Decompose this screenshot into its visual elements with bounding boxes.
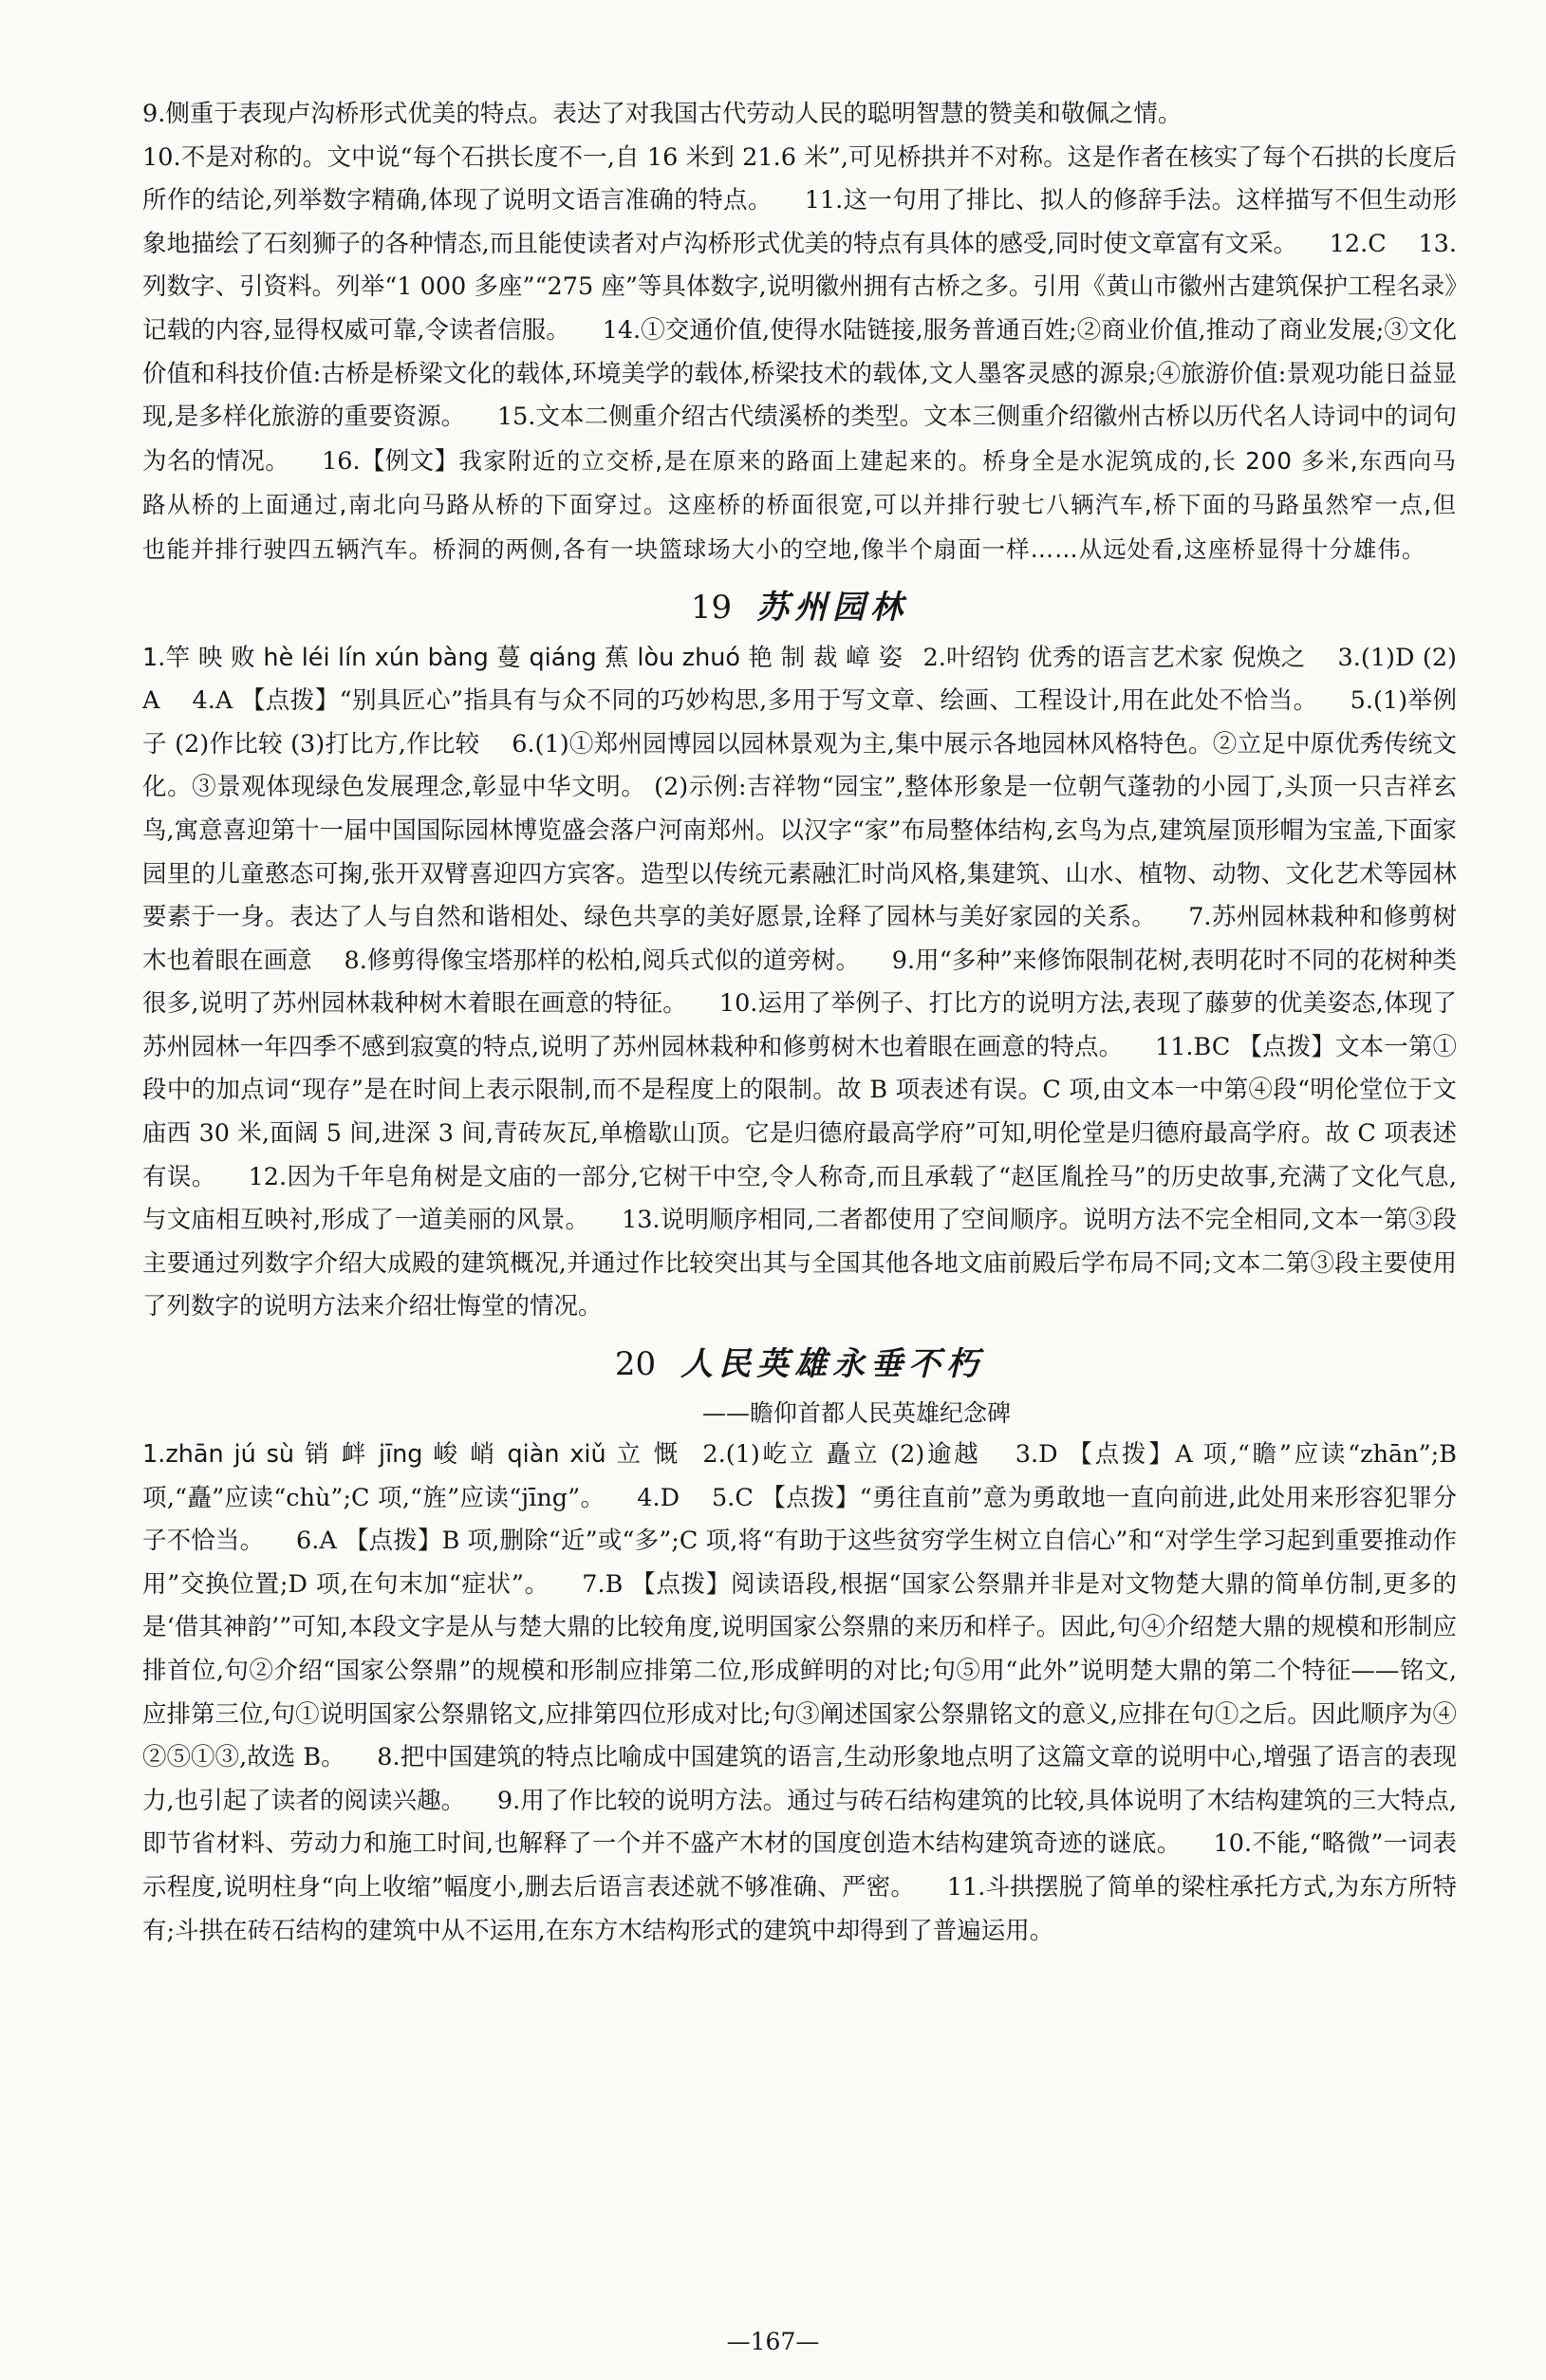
answer-19-6: 6.(1)①郑州园博园以园林景观为主,集中展示各地园林风格特色。②立足中原优秀传统文化。③景观体现绿色发展理念,彰显中华文明。 (2)示例:吉祥物“园宝”,整体形象是一位朝气蓬勃的小园丁,头顶一只吉祥玄鸟,寓意喜迎第十一届中国国际园林博览盛会落户河南郑州。以汉字“家”布局整体结构,玄鸟为点,建筑屋顶形帽为宝盖,下面家园里的儿童憨态可掬,张开双臂喜迎四方宾客。造型以传统元素融汇时尚风格,集建筑、山水、植物、动物、文化艺术等园林要素于一身。表达了人与自然和谐相处、绿色共享的美好愿景,诠释了园林与美好家园的关系。 (142, 729, 1458, 932)
answer-19-13: 13.说明顺序相同,二者都使用了空间顺序。说明方法不完全相同,文本一第③段主要通过列数字介绍大成殿的建筑概况,并通过作比较突出其与全国其他各地文庙前殿后学布局不同;文本二第③段主要使用了列数字的说明方法来介绍壮悔堂的情况。 (142, 1206, 1457, 1321)
answer-18-12: 12.C (1329, 229, 1387, 258)
answer-18-16-essay: 我家附近的立交桥,是在原来的路面上建起来的。桥身全是水泥筑成的,长 200 多米,东西向马路从桥的上面通过,南北向马路从桥的下面穿过。这座桥的桥面很宽,可以并排行驶七八辆汽车,桥下面的马路虽然窄一点,但也能并排行驶四五辆汽车。桥洞的两侧,各有一块篮球场大小的空地,像半个扇面一样……从远处看,这座桥显得十分雄伟。 (142, 446, 1457, 563)
section-20-title: 人民英雄永垂不朽 (680, 1345, 985, 1384)
section-19-heading (142, 578, 1457, 637)
answer-19-2: 2.叶绍钧 优秀的语言艺术家 倪焕之 (922, 643, 1306, 672)
answer-18-10: 10.不是对称的。文中说“每个石拱长度不一,自 16 米到 21.6 米”,可见桥拱并不对称。这是作者在核实了每个石拱的长度后所作的结论,列举数字精确,体现了说明文语言准确的特点。 (142, 142, 1457, 216)
section-20-answers (142, 1434, 1457, 1953)
answer-18-14: 14.①交通价值,使得水陆链接,服务普通百姓;②商业价值,推动了商业发展;③文化价值和科技价值:古桥是桥梁文化的载体,环境美学的载体,桥梁技术的载体,文人墨客灵感的源泉;④旅游价值:景观功能日益显现,是多样化旅游的重要资源。 (142, 315, 1457, 432)
section-19-number: 19 (690, 588, 733, 627)
section-20-heading (142, 1335, 1457, 1394)
answer-19-7: 7.苏州园林栽种和修剪树木也着眼在画意 (142, 903, 1457, 975)
answer-19-10: 10.运用了举例子、打比方的说明方法,表现了藤萝的优美姿态,体现了苏州园林一年四季不感到寂寞的特点,说明了苏州园林栽种和修剪树木也着眼在画意的特点。 (142, 989, 1457, 1061)
answer-18-9: 9.侧重于表现卢沟桥形式优美的特点。表达了对我国古代劳动人民的聪明智慧的赞美和敬佩之情。 (142, 100, 1183, 128)
answer-20-7: 7.B 【点拨】阅读语段,根据“国家公祭鼎并非是对文物楚大鼎的简单仿制,更多的是‘借其神韵’”可知,本段文字是从与楚大鼎的比较角度,说明国家公祭鼎的来历和样子。因此,句④介绍楚大鼎的规模和形制应排首位,句②介绍“国家公祭鼎”的规模和形制应排第二位,形成鲜明的对比;句⑤用“此外”说明楚大鼎的第二个特征——铭文,应排第三位,句①说明国家公祭鼎铭文,应排第四位形成对比;句③阐述国家公祭鼎铭文的意义,应排在句①之后。因此顺序为④②⑤①③,故选 B。 (142, 1569, 1457, 1772)
answer-18-15: 15.文本二侧重介绍古代绩溪桥的类型。文本三侧重介绍徽州古桥以历代名人诗词中的词句为名的情况。 (142, 403, 1458, 476)
answer-18-13: 13.列数字、引资料。列举“1 000 多座”“275 座”等具体数字,说明徽州拥有古桥之多。引用《黄山市徽州古建筑保护工程名录》记载的内容,显得权威可靠,令读者信服。 (142, 229, 1457, 345)
answer-20-2: 2.(1)屹立 矗立 (2)逾越 (702, 1440, 981, 1470)
answer-20-4: 4.D (637, 1483, 680, 1512)
section-18-answers (142, 93, 1457, 572)
answer-19-5: 5.(1)举例子 (2)作比较 (3)打比方,作比较 (142, 686, 1458, 759)
page-number: —167— (726, 2328, 820, 2355)
answer-20-1: 1.zhān jú sù 销 衅 jīng 峻 峭 qiàn xiǔ 立 慨 (142, 1440, 680, 1470)
answer-19-3: 3.(1)D (2)A (142, 643, 1457, 716)
answer-20-3: 3.D 【点拨】A 项,“瞻”应读“zhān”;B 项,“矗”应读“chù”;C 项,“旌”应读“jīng”。 (142, 1440, 1458, 1512)
answer-18-16-label: 16.【例文】 (322, 446, 459, 476)
answer-19-1: 1.竿 映 败 hè léi lín xún bàng 蔓 qiáng 蕉 lòu zhuó 艳 制 裁 嶂 姿 (142, 643, 903, 672)
answer-19-4: 4.A 【点拨】“别具匠心”指具有与众不同的巧妙构思,多用于写文章、绘画、工程设计,用在此处不恰当。 (192, 686, 1318, 716)
answer-20-10: 10.不能,“略微”一词表示程度,说明柱身“向上收缩”幅度小,删去后语言表述就不够准确、严密。 (142, 1829, 1457, 1902)
section-19-title: 苏州园林 (756, 588, 909, 627)
answer-20-5: 5.C 【点拨】“勇往直前”意为勇敢地一直向前进,此处用来形容犯罪分子不恰当。 (142, 1483, 1457, 1556)
answer-19-11: 11.BC 【点拨】文本一第①段中的加点词“现存”是在时间上表示限制,而不是程度上的限制。故 B 项表述有误。C 项,由文本一中第④段“明伦堂位于文庙西 30 米,面阔 5 间,进深 3 间,青砖灰瓦,单檐歇山顶。它是归德府最高学府”可知,明伦堂是归德府最高学府。故 C 项表述有误。 (142, 1032, 1457, 1191)
answer-19-8: 8.修剪得像宝塔那样的松柏,阅兵式似的道旁树。 (344, 946, 861, 975)
answer-20-9: 9.用了作比较的说明方法。通过与砖石结构建筑的比较,具体说明了木结构建筑的三大特点,即节省材料、劳动力和施工时间,也解释了一个并不盛产木材的国度创造木结构建筑奇迹的谜底。 (142, 1786, 1458, 1859)
section-19-answers (142, 637, 1457, 1330)
section-20-number: 20 (614, 1345, 657, 1384)
answer-20-6: 6.A 【点拨】B 项,删除“近”或“多”;C 项,将“有助于这些贫穷学生树立自信心”和“对学生学习起到重要推动作用”交换位置;D 项,在句末加“症状”。 (142, 1527, 1457, 1599)
section-20-subtitle: ——瞻仰首都人民英雄纪念碑 (701, 1399, 1011, 1428)
answer-20-8: 8.把中国建筑的特点比喻成中国建筑的语言,生动形象地点明了这篇文章的说明中心,增强了语言的表现力,也引起了读者的阅读兴趣。 (142, 1743, 1458, 1815)
answer-18-11: 11.这一句用了排比、拟人的修辞手法。这样描写不但生动形象地描绘了石刻狮子的各种情态,而且能使读者对卢沟桥形式优美的特点有具体的感受,同时使文章富有文采。 (142, 186, 1457, 258)
answer-19-9: 9.用“多种”来修饰限制花树,表明花时不同的花树种类很多,说明了苏州园林栽种树木着眼在画意的特征。 (142, 946, 1458, 1019)
answer-19-12: 12.因为千年皂角树是文庙的一部分,它树干中空,令人称奇,而且承载了“赵匡胤拴马”的历史故事,充满了文化气息,与文庙相互映衬,形成了一道美丽的风景。 (142, 1162, 1457, 1235)
answer-20-11: 11.斗拱摆脱了简单的梁柱承托方式,为东方所特有;斗拱在砖石结构的建筑中从不运用,在东方木结构形式的建筑中却得到了普遍运用。 (142, 1872, 1457, 1945)
